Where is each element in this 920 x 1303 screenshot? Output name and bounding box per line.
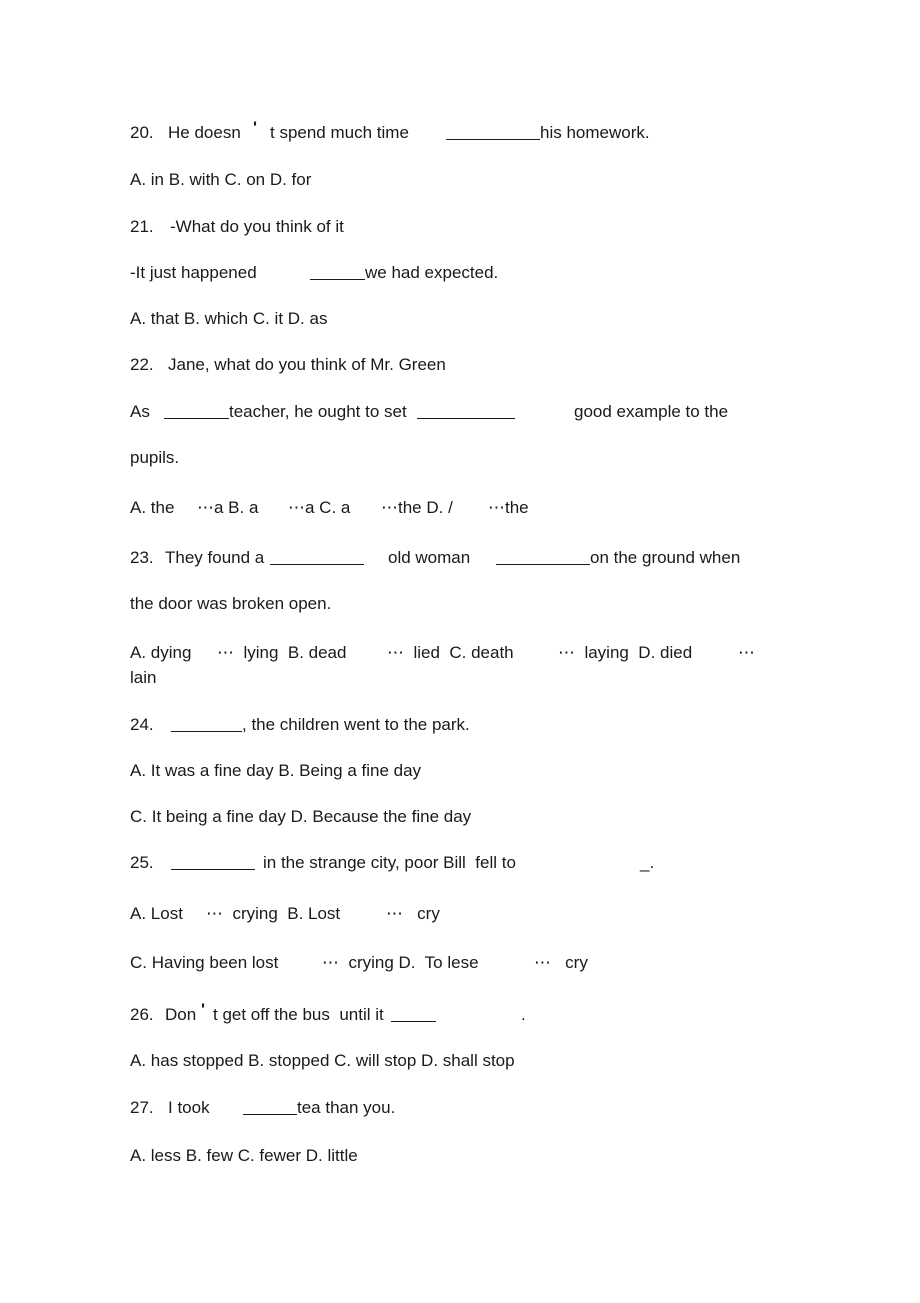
question-text: -It just happened: [130, 263, 257, 282]
answer-options: ⋯the D. /: [381, 498, 453, 517]
answer-options: ⋯ cry: [534, 953, 588, 972]
question-text: pupils.: [130, 448, 180, 467]
question-text: Don: [165, 1005, 197, 1024]
question-text: tea than you.: [297, 1098, 396, 1117]
question-text: Jane, what do you think of Mr. Green: [168, 355, 446, 374]
question-number: 27.: [130, 1098, 154, 1117]
answer-options: ⋯ lied C. death: [387, 643, 514, 662]
question-number: 20.: [130, 123, 154, 142]
answer-blank[interactable]: [391, 1006, 436, 1022]
question-text: They found a: [165, 548, 265, 567]
answer-blank[interactable]: [243, 1099, 297, 1115]
apostrophe-mark: ': [253, 118, 258, 137]
answer-options: ⋯ laying D. died: [558, 643, 693, 662]
answer-options: A. that B. which C. it D. as: [130, 309, 328, 328]
question-text: we had expected.: [365, 263, 499, 282]
question-number: 25.: [130, 853, 154, 872]
answer-options: lain: [130, 668, 157, 687]
apostrophe-mark: ': [201, 1000, 206, 1019]
answer-options: A. in B. with C. on D. for: [130, 170, 312, 189]
answer-options: C. It being a fine day D. Because the fine day: [130, 807, 472, 826]
answer-blank[interactable]: [270, 549, 364, 565]
question-text: the door was broken open.: [130, 594, 332, 613]
question-text: t spend much time: [270, 123, 409, 142]
question-text: on the ground when: [590, 548, 741, 567]
question-text: As: [130, 402, 150, 421]
answer-blank[interactable]: [164, 403, 229, 419]
question-text: He doesn: [168, 123, 241, 142]
answer-blank[interactable]: [171, 716, 242, 732]
answer-options: ⋯ crying D. To lese: [322, 953, 479, 972]
question-text: I took: [168, 1098, 210, 1117]
question-text: t get off the bus until it: [213, 1005, 384, 1024]
answer-options: A. the: [130, 498, 175, 517]
question-text: his homework.: [540, 123, 650, 142]
question-text: , the children went to the park.: [242, 715, 470, 734]
answer-blank[interactable]: [417, 403, 515, 419]
answer-options: A. dying: [130, 643, 192, 662]
answer-options: ⋯a B. a: [197, 498, 259, 517]
question-number: 22.: [130, 355, 154, 374]
question-text: in the strange city, poor Bill fell to: [263, 853, 516, 872]
answer-options: ⋯ lying B. dead: [217, 643, 347, 662]
answer-options: ⋯: [738, 643, 755, 662]
answer-options: ⋯ cry: [386, 904, 440, 923]
question-text: old woman: [388, 548, 471, 567]
answer-blank[interactable]: [496, 549, 590, 565]
question-text: -What do you think of it: [170, 217, 344, 236]
answer-blank[interactable]: [171, 854, 255, 870]
answer-options: ⋯a C. a: [288, 498, 351, 517]
answer-options: A. has stopped B. stopped C. will stop D. shall stop: [130, 1051, 515, 1070]
question-text: good example to the: [574, 402, 729, 421]
answer-blank-end: _.: [640, 853, 655, 872]
answer-options: ⋯the: [488, 498, 529, 517]
question-number: 21.: [130, 217, 154, 236]
answer-options: C. Having been lost: [130, 953, 279, 972]
answer-blank[interactable]: [310, 264, 365, 280]
question-number: 23.: [130, 548, 154, 567]
answer-blank[interactable]: [446, 124, 540, 140]
answer-options: A. Lost: [130, 904, 183, 923]
answer-options: ⋯ crying B. Lost: [206, 904, 341, 923]
question-number: 24.: [130, 715, 154, 734]
question-number: 26.: [130, 1005, 154, 1024]
answer-options: A. less B. few C. fewer D. little: [130, 1146, 358, 1165]
question-text: teacher, he ought to set: [229, 402, 407, 421]
question-text: .: [521, 1005, 526, 1024]
answer-options: A. It was a fine day B. Being a fine day: [130, 761, 422, 780]
